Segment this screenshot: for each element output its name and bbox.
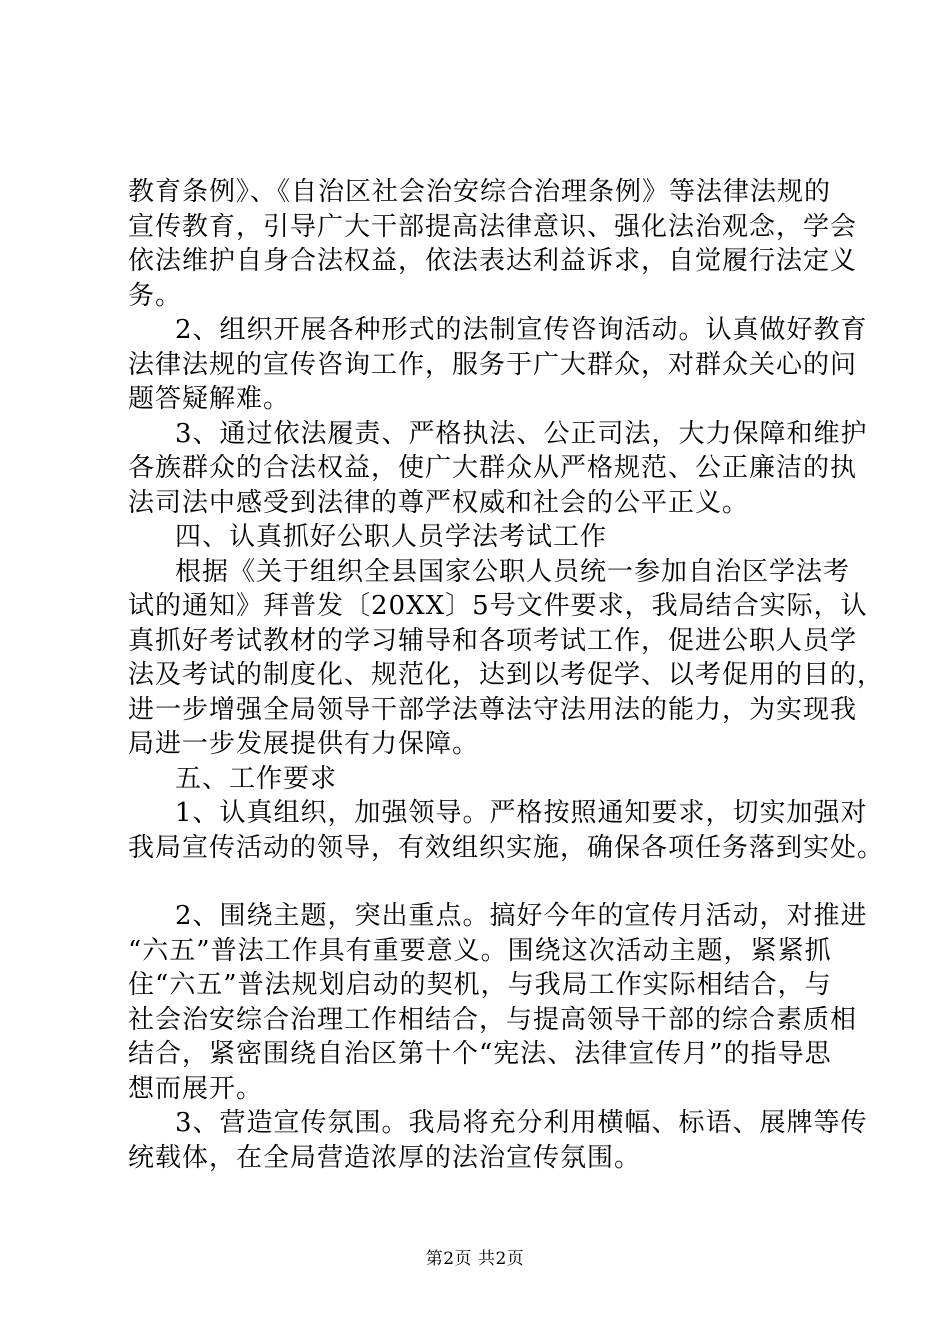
text-line: 住“六五”普法规划启动的契机，与我局工作实际相结合，与 (128, 970, 832, 1000)
text-line: 统载体，在全局营造浓厚的法治宣传氛围。 (128, 1142, 642, 1173)
text-line: 法及考试的制度化、规范化，达到以考促学、以考促用的目的， (128, 660, 885, 690)
text-line: 宣传教育，引导广大干部提高法律意识、强化法治观念，学会 (128, 211, 858, 242)
paragraph-gap (128, 865, 840, 899)
section-heading: 四、认真抓好公职人员学法考试工作 (175, 522, 608, 552)
paragraph-start: 根据《关于组织全县国家公职人员统一参加自治区学法考 (175, 556, 851, 587)
text-line: 法律法规的宣传咨询工作，服务于广大群众，对群众关心的问 (128, 349, 858, 380)
text-line: 想而展开。 (128, 1073, 264, 1104)
text-line: 法司法中感受到法律的尊严权威和社会的公平正义。 (128, 487, 750, 518)
paragraph-start: 3、通过依法履责、严格执法、公正司法，大力保障和维护 (175, 418, 868, 449)
document-body (128, 175, 885, 1175)
page-footer: 第2页 共2页 (425, 1249, 525, 1269)
text-line: “六五”普法工作具有重要意义。围绕这次活动主题，紧紧抓 (128, 935, 832, 966)
text-line: 题答疑解难。 (128, 384, 291, 414)
text-line: 真抓好考试教材的学习辅导和各项考试工作，促进公职人员学 (128, 625, 858, 656)
paragraph-start: 1、认真组织，加强领导。严格按照通知要求，切实加强对 (175, 798, 868, 828)
text-line: 进一步增强全局领导干部学法尊法守法用法的能力，为实现我 (128, 694, 858, 725)
text-line: 社会治安综合治理工作相结合，与提高领导干部的综合素质相 (128, 1004, 858, 1035)
paragraph-start: 2、组织开展各种形式的法制宣传咨询活动。认真做好教育 (175, 315, 868, 345)
text-line: 结合，紧密围绕自治区第十个“宪法、法律宣传月”的指导思 (128, 1039, 832, 1069)
text-line: 教育条例》、《自治区社会治安综合治理条例》等法律法规的 (128, 177, 832, 207)
text-line: 我局宣传活动的领导，有效组织实施，确保各项任务落到实处。 (128, 832, 885, 863)
text-line: 试的通知》拜普发〔20XX〕5号文件要求，我局结合实际，认 (128, 591, 868, 621)
text-line: 各族群众的合法权益，使广大群众从严格规范、公正廉洁的执 (128, 453, 858, 483)
paragraph-start: 3、营造宣传氛围。我局将充分利用横幅、标语、展牌等传 (175, 1108, 868, 1138)
text-line: 依法维护自身合法权益，依法表达利益诉求，自觉履行法定义 (128, 246, 858, 276)
section-heading: 五、工作要求 (175, 763, 338, 794)
text-line: 务。 (128, 280, 183, 311)
text-line: 局进一步发展提供有力保障。 (128, 729, 480, 759)
paragraph-start: 2、围绕主题，突出重点。搞好今年的宣传月活动，对推进 (175, 901, 868, 931)
